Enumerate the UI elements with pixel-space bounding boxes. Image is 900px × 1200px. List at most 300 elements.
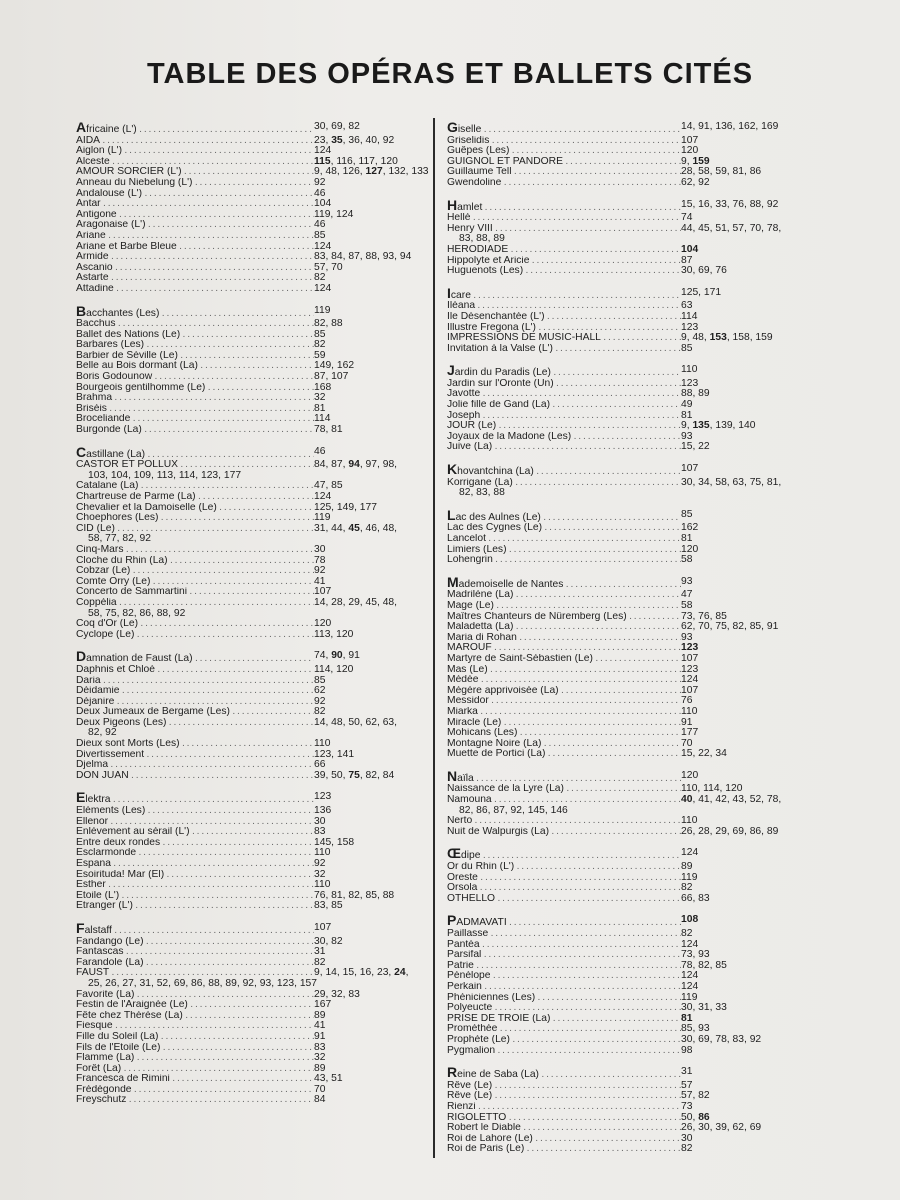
entry-title: Huguenots (Les) . . . bbox=[447, 266, 681, 277]
entry-title: Hippolyte et Aricie . . . bbox=[447, 256, 681, 267]
entry-pages: 46 bbox=[314, 445, 326, 457]
entry-pages: 26, 28, 29, 69, 86, 89 bbox=[681, 825, 779, 837]
entry-pages: 28, 58, 59, 81, 86 bbox=[681, 166, 762, 178]
entry-title: Henry VIII . . . bbox=[447, 224, 681, 235]
entry-pages: 39, 50, 75, 82, 84 bbox=[314, 769, 395, 781]
section-initial: R bbox=[447, 1067, 458, 1081]
index-entry bbox=[447, 1123, 807, 1134]
entry-pages: 49 bbox=[681, 399, 693, 411]
entry-title: Lac des Aulnes (Le) . . . bbox=[447, 510, 681, 524]
entry-title: Parsifal . . . bbox=[447, 950, 681, 961]
entry-title: OTHELLO . . . bbox=[447, 894, 681, 905]
index-entry bbox=[76, 425, 428, 436]
entry-title: Jardin sur l'Oronte (Un) . . . bbox=[447, 379, 681, 390]
entry-pages: 123 bbox=[314, 791, 332, 803]
entry-pages: 14, 48, 50, 62, 63, bbox=[314, 716, 398, 728]
entry-title: Miracle (Le) . . . bbox=[447, 718, 681, 729]
index-entry bbox=[76, 220, 428, 231]
entry-title: Gwendoline . . . bbox=[447, 178, 681, 189]
entry-pages: 30, 69, 82 bbox=[314, 121, 360, 132]
index-entry bbox=[447, 136, 807, 147]
entry-title: Namouna . . . bbox=[447, 795, 681, 806]
entry-title: Cinq-Mars . . . bbox=[76, 545, 314, 556]
entry-title: CID (Le) . . . bbox=[76, 524, 314, 535]
entry-pages: 40, 41, 42, 43, 52, 78, bbox=[681, 794, 782, 806]
index-entry bbox=[447, 545, 807, 556]
entry-pages: 114, 120 bbox=[314, 663, 354, 675]
entry-pages: 82 bbox=[314, 706, 326, 718]
entry-pages: 124 bbox=[681, 980, 699, 992]
index-entry bbox=[76, 460, 428, 481]
entry-title: AIDA . . . bbox=[76, 136, 314, 147]
entry-title: Flamme (La) . . . bbox=[76, 1053, 314, 1064]
index-entry bbox=[447, 1035, 807, 1046]
index-entry bbox=[447, 827, 807, 838]
index-entry bbox=[447, 950, 807, 961]
entry-pages: 9, 159 bbox=[681, 155, 710, 167]
entry-title: Mégère apprivoisée (La) . . . bbox=[447, 686, 681, 697]
entry-title: Juive (La) . . . bbox=[447, 442, 681, 453]
page-title: TABLE DES OPÉRAS ET BALLETS CITÉS bbox=[146, 58, 754, 90]
entry-pages: 70 bbox=[681, 737, 693, 749]
section-initial: I bbox=[447, 287, 451, 301]
index-entry bbox=[447, 848, 807, 862]
entry-title: Maîtres Chanteurs de Nüremberg (Les) . . . bbox=[447, 612, 681, 623]
entry-title: Mage (Le) . . . bbox=[447, 601, 681, 612]
entry-title: Prophète (Le) . . . bbox=[447, 1035, 681, 1046]
entry-title: HÉRODIADE . . . bbox=[447, 245, 681, 256]
entry-title: Patrie . . . bbox=[447, 961, 681, 972]
entry-pages: 107 bbox=[681, 463, 699, 475]
entry-pages: 107 bbox=[314, 921, 332, 933]
entry-pages: 85 bbox=[681, 508, 693, 520]
index-entry bbox=[76, 231, 428, 242]
index-entry bbox=[76, 630, 428, 641]
entry-title: Coppélia . . . bbox=[76, 598, 314, 609]
index-entry bbox=[76, 306, 428, 320]
entry-title: Nerto . . . bbox=[447, 816, 681, 827]
entry-title: Bacchus . . . bbox=[76, 319, 314, 330]
entry-title: Cyclope (Le) . . . bbox=[76, 630, 314, 641]
entry-title: Comte Orry (Le) . . . bbox=[76, 577, 314, 588]
entry-pages: 76 bbox=[681, 695, 693, 707]
entry-title: Cloche du Rhin (La) . . . bbox=[76, 556, 314, 567]
index-entry bbox=[76, 739, 428, 750]
entry-title: Iléana . . . bbox=[447, 301, 681, 312]
entry-pages: 92 bbox=[314, 176, 326, 188]
entry-pages: 30 bbox=[681, 1132, 693, 1144]
entry-pages: 78, 81 bbox=[314, 424, 343, 436]
index-entry bbox=[447, 400, 807, 411]
entry-pages: 62, 70, 75, 82, 85, 91 bbox=[681, 621, 779, 633]
entry-pages: 145, 158 bbox=[314, 836, 355, 848]
entry-title: Rêve (Le) . . . bbox=[447, 1081, 681, 1092]
entry-pages: 107 bbox=[681, 134, 699, 146]
entry-title: Aragonaise (L') . . . bbox=[76, 220, 314, 231]
entry-pages: 82 bbox=[681, 1143, 693, 1155]
entry-title: Brahma . . . bbox=[76, 393, 314, 404]
entry-title: Africaine (L') . . . bbox=[76, 122, 314, 136]
entry-title: Messidor . . . bbox=[447, 696, 681, 707]
entry-pages: 76, 81, 82, 85, 88 bbox=[314, 889, 395, 901]
section-initial: N bbox=[447, 770, 458, 784]
entry-pages: 30, 69, 78, 83, 92 bbox=[681, 1033, 762, 1045]
letter-group bbox=[447, 848, 807, 904]
entry-title: Attadine . . . bbox=[76, 284, 314, 295]
entry-pages: 62 bbox=[314, 685, 326, 697]
entry-title: Lancelot . . . bbox=[447, 534, 681, 545]
entry-title: DON JUAN . . . bbox=[76, 771, 314, 782]
entry-pages: 44, 45, 51, 57, 70, 78, bbox=[681, 222, 782, 234]
entry-pages: 119, 124 bbox=[314, 208, 354, 220]
entry-title: Belle au Bois dormant (La) . . . bbox=[76, 361, 314, 372]
entry-title: Esoirituda! Mar (El) . . . bbox=[76, 870, 314, 881]
entry-title: Orsola . . . bbox=[447, 883, 681, 894]
entry-pages: 66 bbox=[314, 759, 326, 771]
entry-pages: 58 bbox=[681, 599, 693, 611]
index-entry bbox=[76, 566, 428, 577]
index-entry bbox=[447, 686, 807, 697]
letter-group bbox=[76, 306, 428, 436]
index-entry bbox=[447, 178, 807, 189]
index-entry bbox=[76, 393, 428, 404]
entry-title: Deux Jumeaux de Bergame (Les) . . . bbox=[76, 707, 314, 718]
index-entry bbox=[447, 245, 807, 256]
letter-group bbox=[447, 200, 807, 277]
entry-pages: 85 bbox=[314, 674, 326, 686]
entry-title: Guillaume Tell . . . bbox=[447, 167, 681, 178]
entry-title: Etoile (L') . . . bbox=[76, 891, 314, 902]
entry-title: Pantéa . . . bbox=[447, 940, 681, 951]
entry-pages: 108 bbox=[681, 914, 699, 926]
entry-pages: 32 bbox=[314, 392, 326, 404]
index-entry bbox=[447, 728, 807, 739]
index-entry bbox=[447, 301, 807, 312]
index-entry bbox=[76, 199, 428, 210]
index-entry bbox=[76, 817, 428, 828]
entry-pages: 81 bbox=[314, 402, 326, 414]
entry-title: Armide . . . bbox=[76, 252, 314, 263]
index-entry bbox=[447, 1134, 807, 1145]
entry-title: Déidamie . . . bbox=[76, 686, 314, 697]
entry-pages: 9, 48, 126, 127, 132, 133 bbox=[314, 166, 429, 178]
entry-pages: 124 bbox=[681, 674, 699, 686]
entry-pages-continued: 25, 26, 27, 31, 52, 69, 86, 88, 89, 92, 93, 123, 157 bbox=[88, 977, 318, 989]
entry-title: Antar . . . bbox=[76, 199, 314, 210]
index-entry bbox=[447, 1067, 807, 1081]
entry-pages: 15, 22 bbox=[681, 441, 710, 453]
entry-title: Rêve (Le) . . . bbox=[447, 1091, 681, 1102]
entry-title: Barbier de Séville (Le) . . . bbox=[76, 351, 314, 362]
index-entry bbox=[76, 252, 428, 263]
entry-pages: 91 bbox=[314, 1030, 326, 1042]
index-entry bbox=[447, 601, 807, 612]
entry-title: PADMAVATI . . . bbox=[447, 915, 681, 929]
index-entry bbox=[447, 862, 807, 873]
index-entry bbox=[76, 351, 428, 362]
index-entry bbox=[76, 901, 428, 912]
entry-pages-continued: 58, 75, 82, 86, 88, 92 bbox=[88, 607, 186, 619]
index-entry bbox=[447, 1144, 807, 1155]
index-entry bbox=[447, 442, 807, 453]
entry-title: Broceliande . . . bbox=[76, 414, 314, 425]
entry-title: Maladetta (La) . . . bbox=[447, 622, 681, 633]
entry-title: Javotte . . . bbox=[447, 389, 681, 400]
entry-pages: 120 bbox=[681, 145, 699, 157]
entry-pages: 14, 28, 29, 45, 48, bbox=[314, 596, 398, 608]
index-entry bbox=[76, 859, 428, 870]
section-initial: E bbox=[76, 792, 86, 806]
entry-title: Jardin du Paradis (Le) . . . bbox=[447, 365, 681, 379]
index-entry bbox=[447, 577, 807, 591]
entry-title: Guêpes (Les) . . . bbox=[447, 146, 681, 157]
section-initial: K bbox=[447, 464, 458, 478]
index-entry bbox=[447, 696, 807, 707]
entry-pages: 23, 35, 36, 40, 92 bbox=[314, 134, 395, 146]
index-entry bbox=[447, 883, 807, 894]
entry-title: Damnation de Faust (La) . . . bbox=[76, 651, 314, 665]
entry-title: Francesca de Rimini . . . bbox=[76, 1074, 314, 1085]
entry-pages: 119 bbox=[681, 871, 698, 883]
entry-pages: 114 bbox=[314, 413, 331, 425]
entry-title: Ariane et Barbe Bleue . . . bbox=[76, 242, 314, 253]
index-entry bbox=[76, 651, 428, 665]
entry-title: Pygmalion . . . bbox=[447, 1046, 681, 1057]
entry-pages: 81 bbox=[681, 409, 693, 421]
entry-pages: 43, 51 bbox=[314, 1073, 343, 1085]
index-entry bbox=[447, 288, 807, 302]
letter-group bbox=[76, 651, 428, 781]
entry-pages: 85, 93 bbox=[681, 1023, 710, 1035]
entry-title: Djelma . . . bbox=[76, 760, 314, 771]
entry-title: Déjanire . . . bbox=[76, 697, 314, 708]
index-entry bbox=[447, 146, 807, 157]
entry-title: Nuit de Walpurgis (La) . . . bbox=[447, 827, 681, 838]
entry-title: Aiglon (L') . . . bbox=[76, 146, 314, 157]
index-entry bbox=[447, 940, 807, 951]
entry-title: Chartreuse de Parme (La) . . . bbox=[76, 492, 314, 503]
entry-title: Fils de l'Etoile (Le) . . . bbox=[76, 1043, 314, 1054]
index-entry bbox=[447, 266, 807, 277]
entry-title: Reine de Saba (La) . . . bbox=[447, 1067, 681, 1081]
entry-title: Miarka . . . bbox=[447, 707, 681, 718]
index-entry bbox=[447, 421, 807, 432]
entry-pages: 85 bbox=[314, 328, 326, 340]
section-initial: B bbox=[76, 305, 87, 319]
entry-pages: 82 bbox=[314, 272, 326, 284]
entry-title: Esclarmonde . . . bbox=[76, 848, 314, 859]
letter-group bbox=[447, 510, 807, 566]
entry-title: Fille du Soleil (La) . . . bbox=[76, 1032, 314, 1043]
entry-pages: 89 bbox=[314, 1009, 326, 1021]
entry-pages: 120 bbox=[681, 769, 699, 781]
entry-pages: 78, 82, 85 bbox=[681, 959, 727, 971]
index-entry bbox=[76, 330, 428, 341]
index-entry bbox=[76, 178, 428, 189]
entry-pages: 124 bbox=[681, 938, 699, 950]
index-entry bbox=[76, 937, 428, 948]
entry-title: Elektra . . . bbox=[76, 792, 314, 806]
entry-pages: 149, 162 bbox=[314, 360, 355, 372]
entry-title: Falstaff . . . bbox=[76, 923, 314, 937]
entry-pages: 104 bbox=[314, 198, 332, 210]
entry-pages: 30 bbox=[314, 815, 326, 827]
index-entry bbox=[447, 389, 807, 400]
index-entry bbox=[76, 361, 428, 372]
entry-title: Mohicans (Les) . . . bbox=[447, 728, 681, 739]
index-entry bbox=[76, 503, 428, 514]
entry-title: Chevalier et la Damoiselle (Le) . . . bbox=[76, 503, 314, 514]
entry-title: Entre deux rondes . . . bbox=[76, 838, 314, 849]
index-entry bbox=[447, 982, 807, 993]
index-entry bbox=[447, 707, 807, 718]
index-entry bbox=[76, 848, 428, 859]
entry-title: Fête chez Thérèse (La) . . . bbox=[76, 1011, 314, 1022]
entry-pages: 50, 86 bbox=[681, 1111, 710, 1123]
entry-title: Catalane (La) . . . bbox=[76, 481, 314, 492]
entry-pages: 57, 70 bbox=[314, 261, 343, 273]
entry-pages: 57 bbox=[681, 1079, 693, 1091]
index-entry bbox=[76, 167, 428, 178]
entry-title: AMOUR SORCIER (L') . . . bbox=[76, 167, 314, 178]
entry-title: Ellenor . . . bbox=[76, 817, 314, 828]
entry-pages: 92 bbox=[314, 695, 326, 707]
entry-title: Concerto de Sammartini . . . bbox=[76, 587, 314, 598]
entry-pages: 85 bbox=[314, 229, 326, 241]
entry-title: PRISE DE TROIE (La) . . . bbox=[447, 1014, 681, 1025]
entry-pages: 88, 89 bbox=[681, 388, 710, 400]
entry-pages: 110 bbox=[314, 847, 331, 859]
entry-title: Fantascas . . . bbox=[76, 947, 314, 958]
entry-pages: 136 bbox=[314, 805, 332, 817]
index-entry bbox=[447, 256, 807, 267]
entry-pages: 73 bbox=[681, 1100, 693, 1112]
entry-pages: 124 bbox=[681, 847, 699, 859]
entry-pages: 30, 34, 58, 63, 75, 81, bbox=[681, 476, 782, 488]
entry-pages: 125, 149, 177 bbox=[314, 501, 377, 513]
entry-title: Cobzar (Le) . . . bbox=[76, 566, 314, 577]
index-entry bbox=[76, 838, 428, 849]
entry-pages: 47, 85 bbox=[314, 480, 343, 492]
entry-pages: 59 bbox=[314, 349, 326, 361]
entry-title: Andalouse (L') . . . bbox=[76, 189, 314, 200]
entry-pages: 32 bbox=[314, 868, 326, 880]
index-entry bbox=[76, 827, 428, 838]
index-entry bbox=[76, 947, 428, 958]
index-entry bbox=[447, 344, 807, 355]
section-initial: F bbox=[76, 922, 85, 936]
entry-title: Médée . . . bbox=[447, 675, 681, 686]
entry-pages: 124 bbox=[314, 240, 332, 252]
entry-title: Naïla . . . bbox=[447, 771, 681, 785]
letter-group bbox=[76, 923, 428, 1106]
index-entry bbox=[447, 333, 807, 344]
index-entry bbox=[76, 263, 428, 274]
entry-title: Frédégonde . . . bbox=[76, 1085, 314, 1096]
index-entry bbox=[447, 873, 807, 884]
entry-pages: 9, 135, 139, 140 bbox=[681, 420, 756, 432]
entry-title: RIGOLETTO . . . bbox=[447, 1113, 681, 1124]
index-entry bbox=[447, 654, 807, 665]
index-entry bbox=[76, 545, 428, 556]
entry-pages: 84, 87, 94, 97, 98, bbox=[314, 459, 398, 471]
section-initial: G bbox=[447, 122, 458, 135]
entry-pages: 120 bbox=[314, 618, 332, 630]
index-entry bbox=[447, 675, 807, 686]
entry-title: Dieux sont Morts (Les) . . . bbox=[76, 739, 314, 750]
entry-pages: 93 bbox=[681, 430, 693, 442]
entry-title: Mas (Le) . . . bbox=[447, 665, 681, 676]
entry-title: Daria . . . bbox=[76, 676, 314, 687]
entry-title: Divertissement . . . bbox=[76, 750, 314, 761]
entry-title: Naissance de la Lyre (La) . . . bbox=[447, 784, 681, 795]
entry-pages: 110 bbox=[314, 738, 331, 750]
index-entry bbox=[447, 718, 807, 729]
entry-title: Or du Rhin (L') . . . bbox=[447, 862, 681, 873]
entry-title: Paillasse . . . bbox=[447, 929, 681, 940]
index-entry bbox=[76, 524, 428, 545]
entry-title: Farandole (La) . . . bbox=[76, 958, 314, 969]
index-entry bbox=[76, 492, 428, 503]
entry-title: Korrigane (La) . . . bbox=[447, 478, 681, 489]
entry-title: Rienzi . . . bbox=[447, 1102, 681, 1113]
entry-title: Mademoiselle de Nantes . . . bbox=[447, 577, 681, 591]
index-entry bbox=[447, 1046, 807, 1057]
index-entry bbox=[76, 1032, 428, 1043]
letter-group bbox=[447, 915, 807, 1056]
entry-title: Coq d'Or (Le) . . . bbox=[76, 619, 314, 630]
entry-pages-continued: 82, 83, 88 bbox=[459, 487, 505, 499]
entry-title: Barbares (Les) . . . bbox=[76, 340, 314, 351]
entry-pages: 78 bbox=[314, 554, 326, 566]
entry-title: Enlèvement au sérail (L') . . . bbox=[76, 827, 314, 838]
entry-title: Maria di Rohan . . . bbox=[447, 633, 681, 644]
section-initial: Œ bbox=[447, 848, 461, 862]
entry-pages: 82 bbox=[681, 882, 693, 894]
entry-title: Briséis . . . bbox=[76, 404, 314, 415]
entry-pages: 93 bbox=[681, 575, 693, 587]
entry-title: JOUR (Le) . . . bbox=[447, 421, 681, 432]
index-entry bbox=[447, 224, 807, 245]
entry-title: Daphnis et Chloé . . . bbox=[76, 665, 314, 676]
index-entry bbox=[447, 523, 807, 534]
entry-pages: 14, 91, 136, 162, 169 bbox=[681, 121, 779, 132]
entry-pages: 73, 93 bbox=[681, 949, 710, 961]
entry-pages-continued: 103, 104, 109, 113, 114, 123, 177 bbox=[88, 469, 242, 481]
letter-group bbox=[447, 464, 807, 499]
entry-pages: 30, 69, 76 bbox=[681, 265, 727, 277]
index-entry bbox=[447, 739, 807, 750]
index-entry bbox=[76, 718, 428, 739]
entry-pages: 119 bbox=[314, 512, 331, 524]
entry-pages: 168 bbox=[314, 381, 332, 393]
index-entry bbox=[447, 894, 807, 905]
entry-title: Alceste . . . bbox=[76, 157, 314, 168]
entry-pages: 41 bbox=[314, 575, 326, 587]
entry-pages: 15, 16, 33, 76, 88, 92 bbox=[681, 198, 779, 210]
index-entry bbox=[447, 510, 807, 524]
entry-title: Anneau du Niebelung (L') . . . bbox=[76, 178, 314, 189]
entry-pages: 110 bbox=[681, 815, 698, 827]
entry-pages: 115, 116, 117, 120 bbox=[314, 155, 398, 167]
entry-pages: 107 bbox=[681, 652, 699, 664]
index-entry bbox=[447, 534, 807, 545]
index-entry bbox=[447, 379, 807, 390]
section-initial: L bbox=[447, 509, 456, 523]
entry-pages: 82 bbox=[314, 339, 326, 351]
index-entry bbox=[76, 404, 428, 415]
entry-title: Œdipe . . . bbox=[447, 848, 681, 862]
